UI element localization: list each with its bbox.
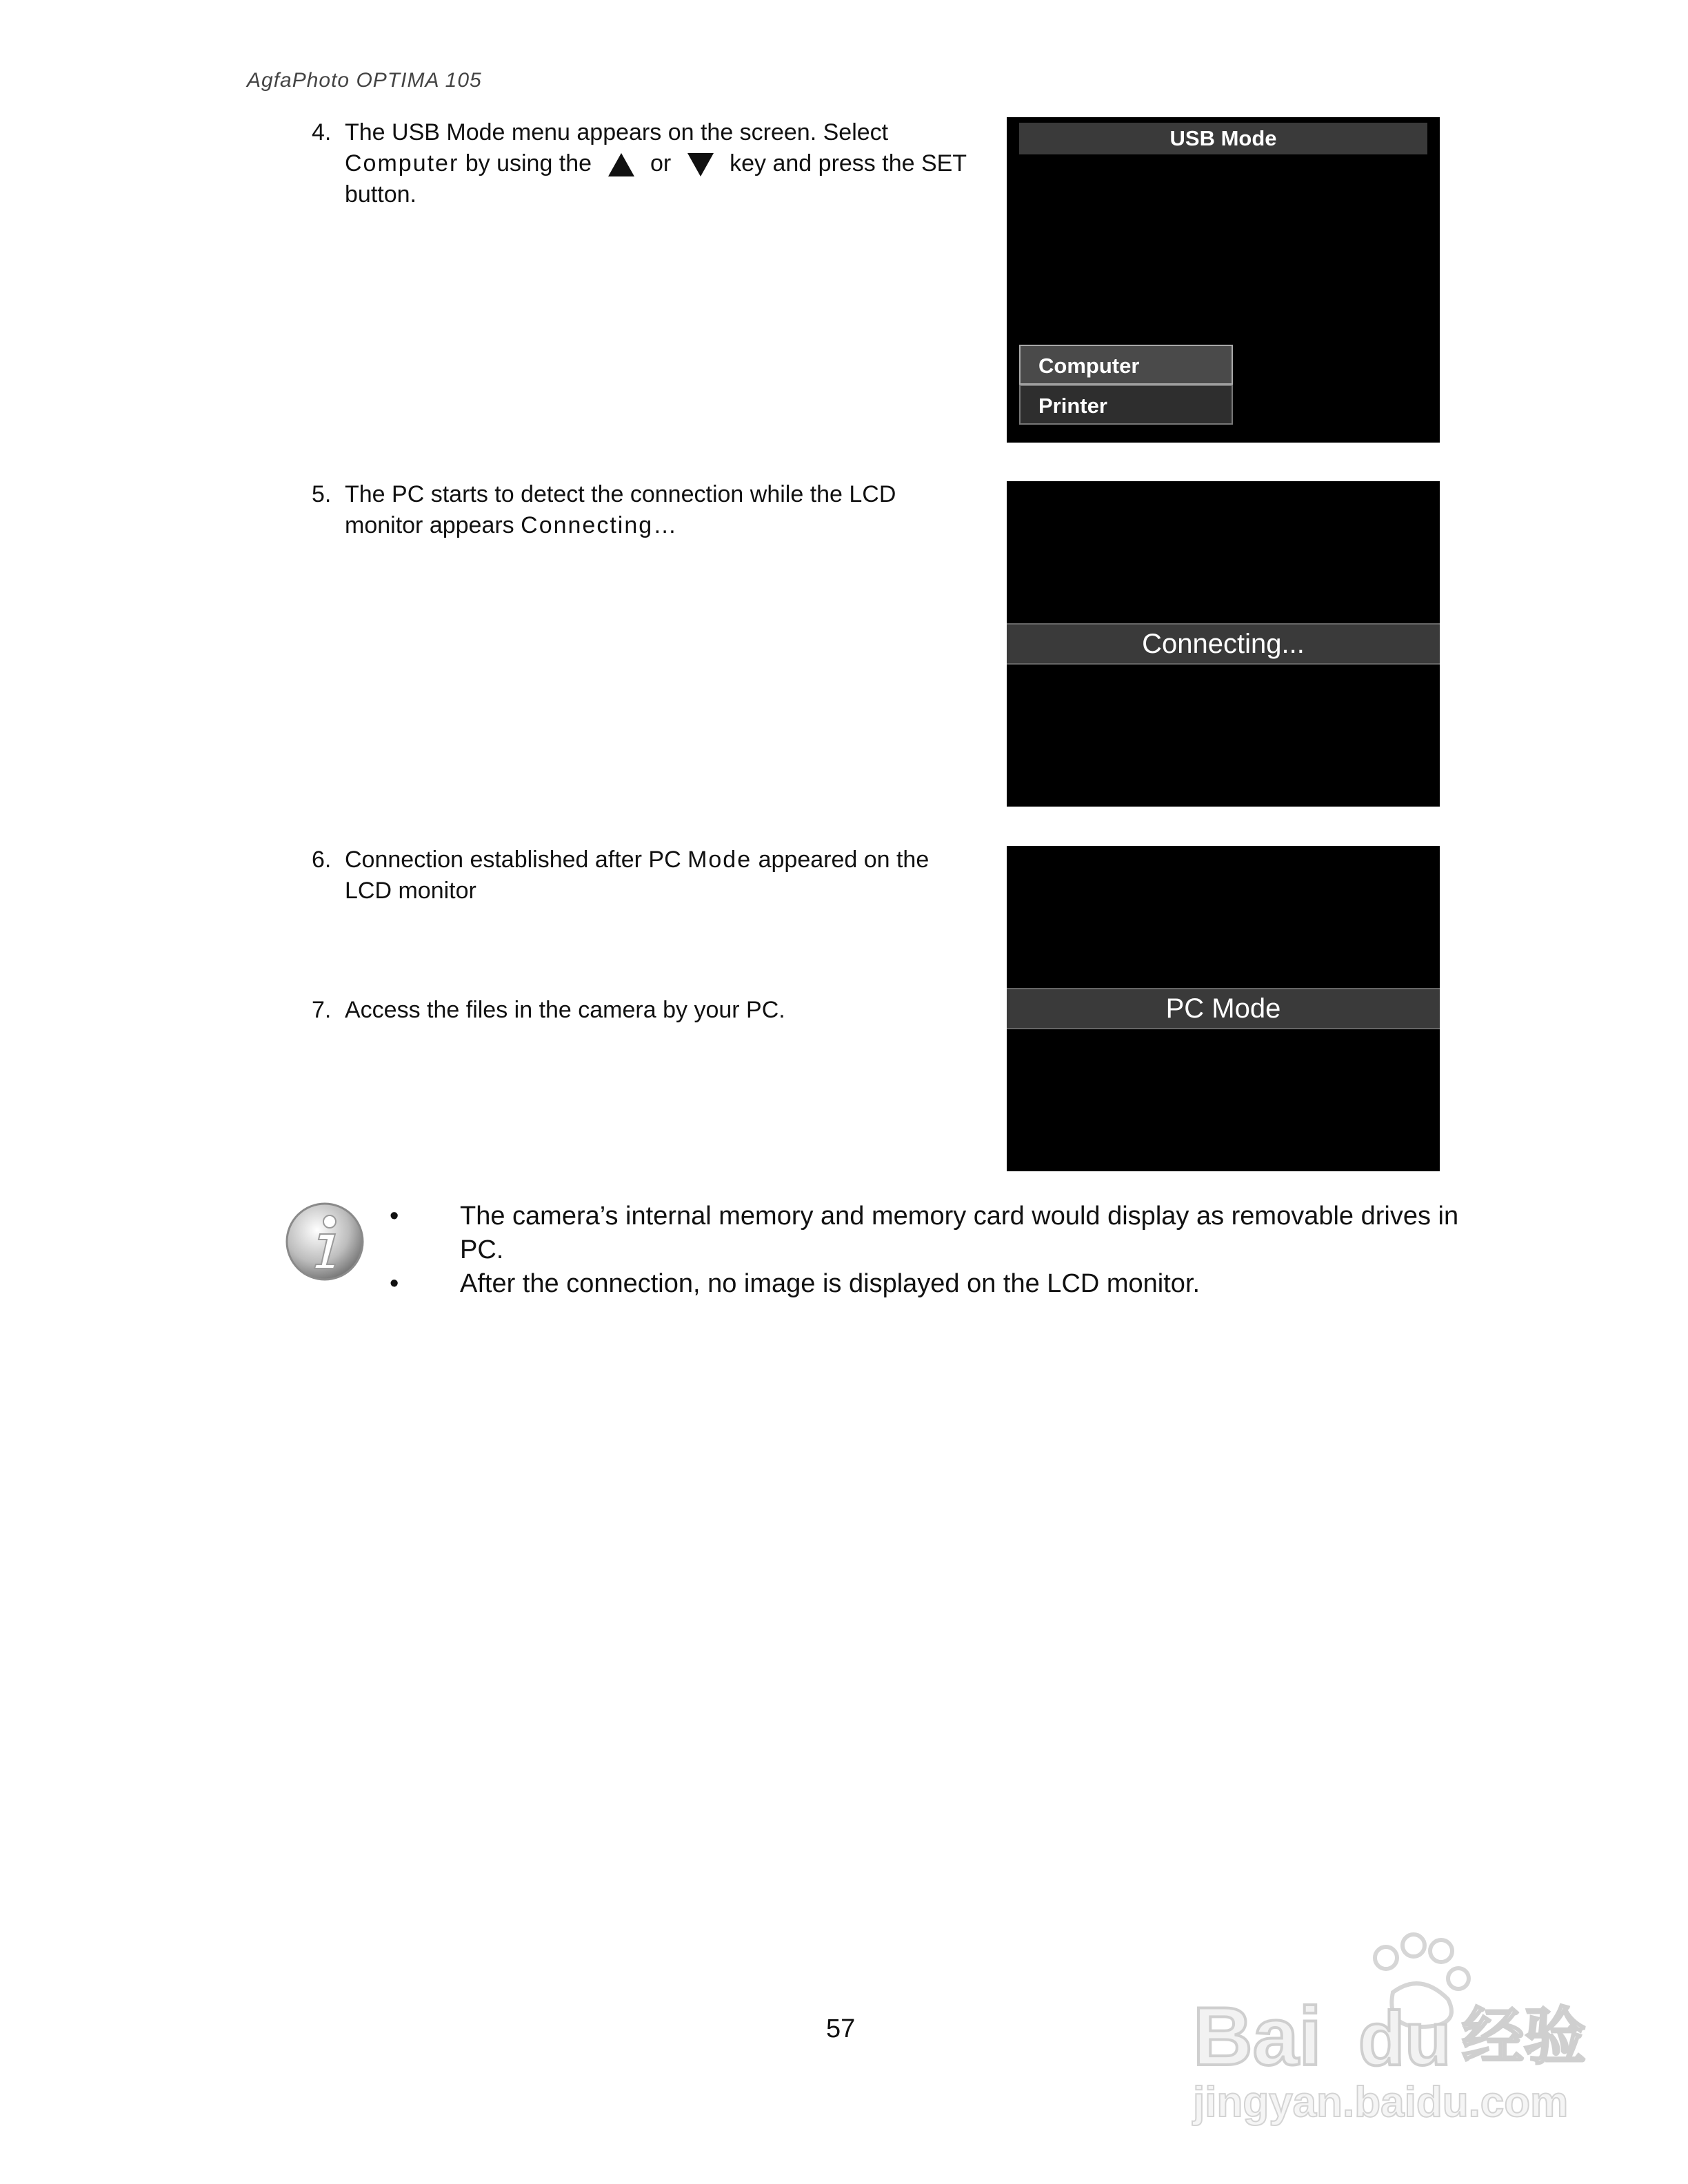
note-item: • After the connection, no image is displayed on the LCD monitor. [390,1269,1200,1298]
pc-mode-screen [1007,846,1440,1171]
svg-text:du: du [1358,1996,1451,2081]
usb-mode-screen [1007,117,1440,443]
step-number: 7. [312,997,332,1023]
notes-list [390,1200,1493,1301]
info-icon [284,1201,365,1282]
step-7 [312,995,984,1026]
document-header: AgfaPhoto OPTIMA 105 [247,69,482,92]
step-text: Connection established after PC Mode appeared on the LCD monitor [345,847,930,904]
page-number: 57 [826,2014,856,2043]
step-5 [312,479,984,541]
usb-mode-menu [1019,345,1233,425]
svg-text:Bai: Bai [1193,1990,1322,2083]
screen-title: USB Mode [1019,123,1427,154]
step-text: The PC starts to detect the connection while the LCD monitor appears Connecting… [345,481,896,538]
connecting-banner: Connecting... [1007,623,1440,665]
step-number: 6. [312,847,332,873]
pc-mode-banner: PC Mode [1007,988,1440,1029]
svg-text:经验: 经验 [1462,2001,1586,2073]
step-text: The USB Mode menu appears on the screen. Select Computer by using the or key and press the SET button. [345,119,967,208]
svg-text:jingyan.baidu.com: jingyan.baidu.com [1193,2079,1569,2126]
triangle-down-icon [687,153,714,176]
step-number: 5. [312,481,332,507]
connecting-screen [1007,481,1440,807]
step-4 [312,117,984,210]
note-item: • The camera’s internal memory and memory card would display as removable drives in PC. [390,1202,1459,1264]
step-6 [312,845,984,907]
baidu-watermark-logo [1186,1923,1614,2130]
step-number: 4. [312,119,332,145]
menu-item-computer[interactable]: Computer [1019,345,1233,385]
triangle-up-icon [608,153,634,176]
step-text: Access the files in the camera by your PC. [345,997,785,1023]
menu-item-printer[interactable]: Printer [1019,385,1233,425]
